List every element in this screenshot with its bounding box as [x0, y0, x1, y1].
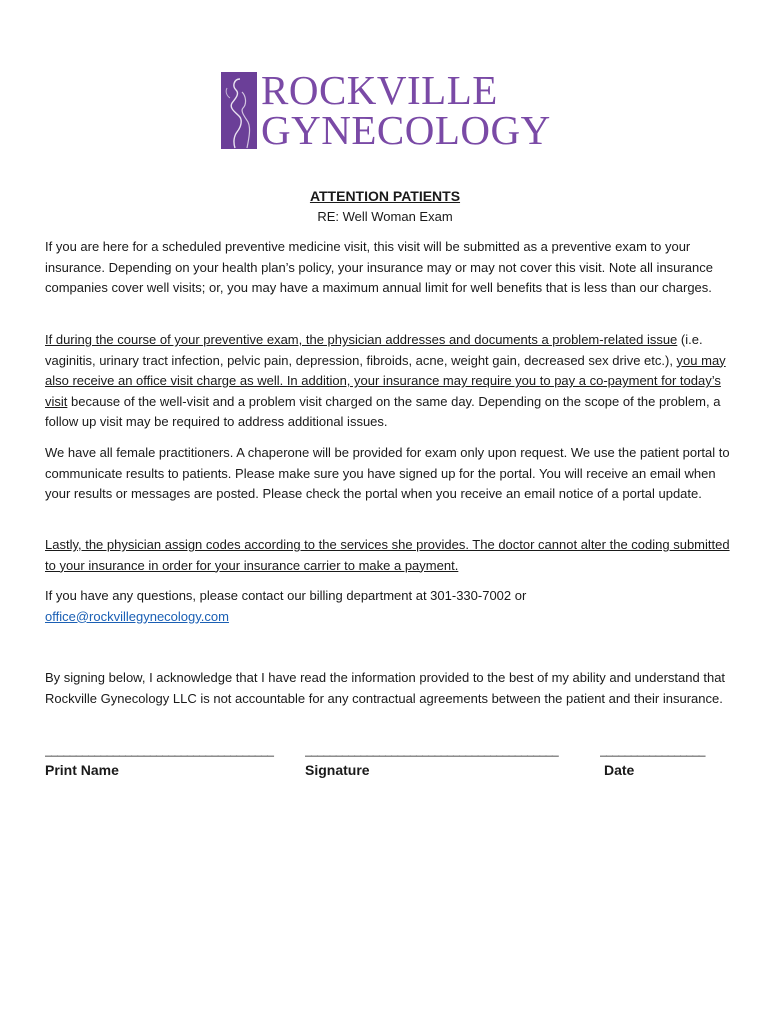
print-name-line[interactable]: _____________________________________: [45, 743, 274, 757]
page-subtitle: RE: Well Woman Exam: [317, 209, 453, 224]
signature-row: [45, 743, 735, 783]
page-title: ATTENTION PATIENTS: [309, 188, 461, 204]
signature-line[interactable]: _________________________________________: [305, 743, 559, 757]
email-link[interactable]: office@rockvillegynecology.com: [45, 608, 229, 624]
date-line[interactable]: _________________: [600, 743, 705, 757]
paragraph-problem-visit: [45, 330, 735, 433]
paragraph-insurance-notice: [45, 237, 735, 299]
underlined-text: Lastly, the physician assign codes according to the services she provides. The doctor cannot alter the coding submitted to your insurance in order for your insurance carrier to make a payment.: [45, 537, 730, 573]
paragraph-coding: [45, 535, 735, 576]
paragraph-contact: [45, 586, 735, 627]
date-label: Date: [604, 762, 635, 778]
underlined-text: If during the course of your preventive exam, the physician addresses and documents a problem-related issue: [45, 332, 678, 347]
paragraph-text: (i.e. vaginitis, urinary tract infection, pelvic pain, depression, fibroids, acne, weight gain, decreased sex drive etc.),: [45, 332, 703, 368]
logo: [221, 67, 561, 153]
paragraph-text: If you have any questions, please contact our billing department at 301-330-7002 or: [45, 588, 527, 603]
logo-figure-icon: [221, 72, 257, 149]
paragraph-acknowledgement: [45, 668, 735, 709]
logo-wordmark-line2: GYNECOLOGY: [261, 107, 551, 153]
paragraph-text: We have all female practitioners. A chaperone will be provided for exam only upon request. We use the patient portal to communicate results to patients. Please make sure you have signed up for the portal. You will receive an email when your results or messages are posted. Please check the portal when you receive an email notice of a portal update.: [45, 445, 730, 501]
signature-label: Signature: [305, 762, 370, 778]
print-name-label: Print Name: [45, 762, 119, 778]
paragraph-text: If you are here for a scheduled preventive medicine visit, this visit will be submitted as a preventive exam to your insurance. Depending on your health plan’s policy, your insurance may or may not cover this visit. Note all insurance companies cover well visits; or, you may have a maximum annual limit for well benefits that is less than our charges.: [45, 239, 713, 295]
paragraph-practitioners: [45, 443, 735, 505]
underlined-text: you may also receive an office visit charge as well. In addition, your insurance may require you to pay a co-payment for today’s visit: [45, 352, 726, 409]
paragraph-text: By signing below, I acknowledge that I have read the information provided to the best of my ability and understand that Rockville Gynecology LLC is not accountable for any contractual agreements between the patient and their insurance.: [45, 670, 726, 706]
logo-wordmark-line1: ROCKVILLE: [261, 67, 498, 113]
paragraph-text: because of the well-visit and a problem visit charged on the same day. Depending on the scope of the problem, a follow up visit may be required to address additional issues.: [45, 393, 721, 429]
